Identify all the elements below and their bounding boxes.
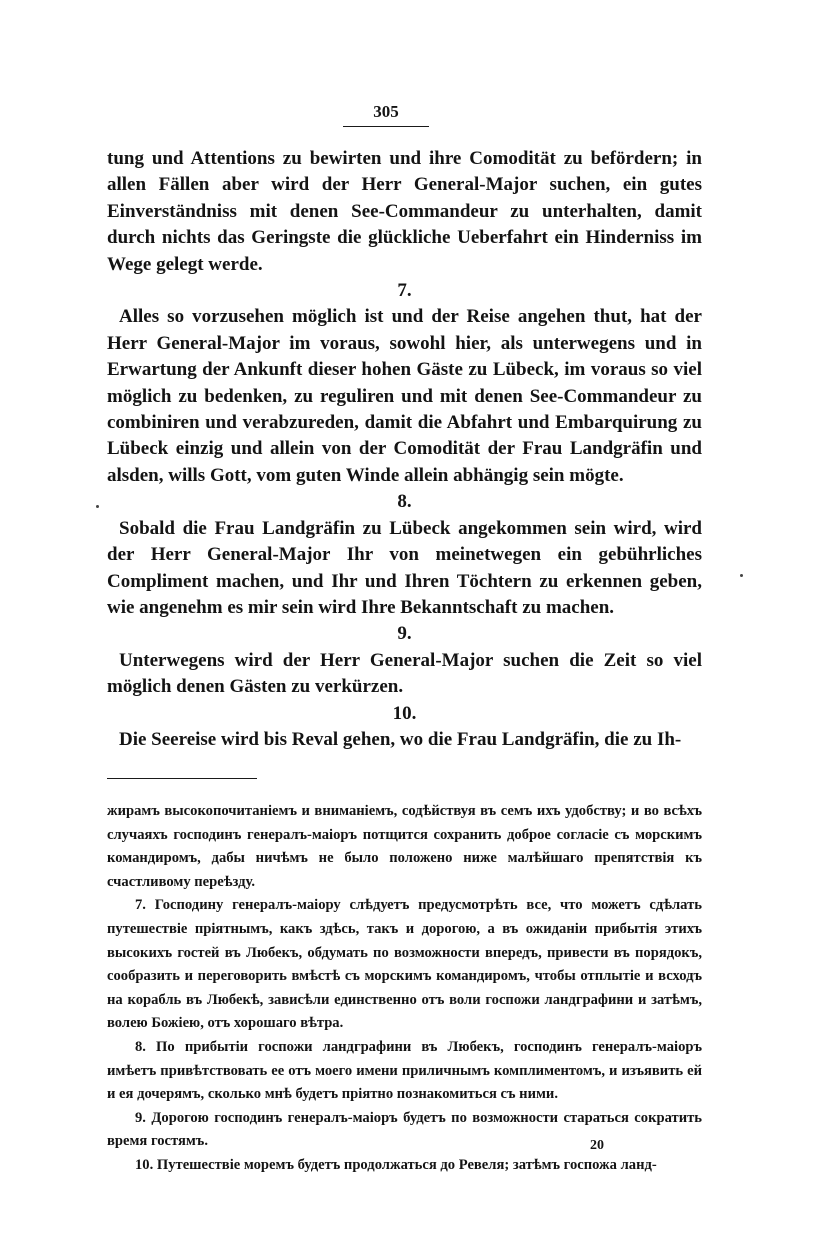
print-speck [96, 505, 99, 508]
footnote-8: 8. По прибытіи госпожи ландграфини въ Любекъ, господинъ генералъ-маіоръ имѣетъ привѣтствовать ее отъ моего имени приличнымъ комплиментомъ, и изъявить ей и ея дочерямъ, сколько мнѣ будетъ пріятно познакомиться съ ними. [107, 1038, 702, 1103]
main-text [107, 146, 702, 753]
section-number-8: 8. [397, 491, 412, 513]
signature-mark: 20 [590, 1138, 604, 1153]
footnote-10: 10. Путешествіе моремъ будетъ продолжаться до Ревеля; затѣмъ госпожа ланд- [135, 1156, 657, 1173]
section-number-9: 9. [397, 623, 412, 645]
footnote-continued: жирамъ высокопочитаніемъ и вниманіемъ, содѣйствуя въ семъ ихъ удобству; и во всѣхъ случаяхъ господинъ генералъ-маіоръ потщится сохранить доброе согласіе съ морскимъ командиромъ, дабы ничѣмъ не было положено ниже малѣйшаго препятствія къ счастливому переѣзду. [107, 803, 702, 890]
section-number-7: 7. [397, 280, 412, 302]
paragraph-7: Alles so vorzusehen möglich ist und der Reise angehen thut, hat der Herr General-Major im voraus, sowohl hier, als unterwegens und in Erwartung der Ankunft dieser hohen Gäste zu Lübeck, im voraus so viel möglich zu bedenken, zu reguliren und mit denen See-Commandeur zu combiniren und verabzureden, damit die Abfahrt und Embarquirung zu Lübeck einzig und allein von der Comodität der Frau Landgräfin und alsden, wills Gott, vom guten Winde allein abhängig sein mögte. [107, 306, 702, 486]
paragraph-10: Die Seereise wird bis Reval gehen, wo die Frau Landgräfin, die zu Ih- [119, 728, 682, 750]
footnote-9: 9. Дорогою господинъ генералъ-маіоръ будетъ по возможности стараться сократить время гостямъ. [107, 1109, 702, 1150]
translation-footnotes [107, 800, 702, 1178]
print-speck [740, 574, 743, 577]
footnote-7: 7. Господину генералъ-маіору слѣдуетъ предусмотрѣть все, что можетъ сдѣлать путешествіе пріятнымъ, какъ здѣсь, такъ и дорогою, а въ ожиданіи прибытія этихъ высокихъ гостей въ Любекъ, обдумать по возможности впередъ, привести въ порядокъ, сообразить и переговорить вмѣстѣ съ морскимъ командиромъ, чтобы отплытіе и всходъ на корабль въ Любекѣ, зависѣли единственно отъ воли госпожи ландграфини и затѣмъ, волею Божіею, отъ хорошаго вѣтра. [107, 897, 702, 1032]
paragraph-continued: tung und Attentions zu bewirten und ihre Comodität zu befördern; in allen Fällen aber wird der Herr General-Major suchen, ein gutes Einverständniss mit denen See-Commandeur zu unterhalten, damit durch nichts das Geringste die glückliche Ueberfahrt ein Hinderniss im Wege gelegt werde. [107, 148, 702, 275]
footnote-divider [107, 778, 257, 779]
paragraph-9: Unterwegens wird der Herr General-Major suchen die Zeit so viel möglich denen Gästen zu verkürzen. [107, 649, 702, 698]
paragraph-8: Sobald die Frau Landgräfin zu Lübeck angekommen sein wird, wird der Herr General-Major Ihr von meinetwegen ein gebührliches Compliment machen, und Ihr und Ihren Töchtern zu erkennen geben, wie angenehm es mir sein wird Ihre Bekanntschaft zu machen. [107, 517, 702, 618]
page-number: 305 [343, 101, 429, 127]
section-number-10: 10. [392, 702, 417, 724]
